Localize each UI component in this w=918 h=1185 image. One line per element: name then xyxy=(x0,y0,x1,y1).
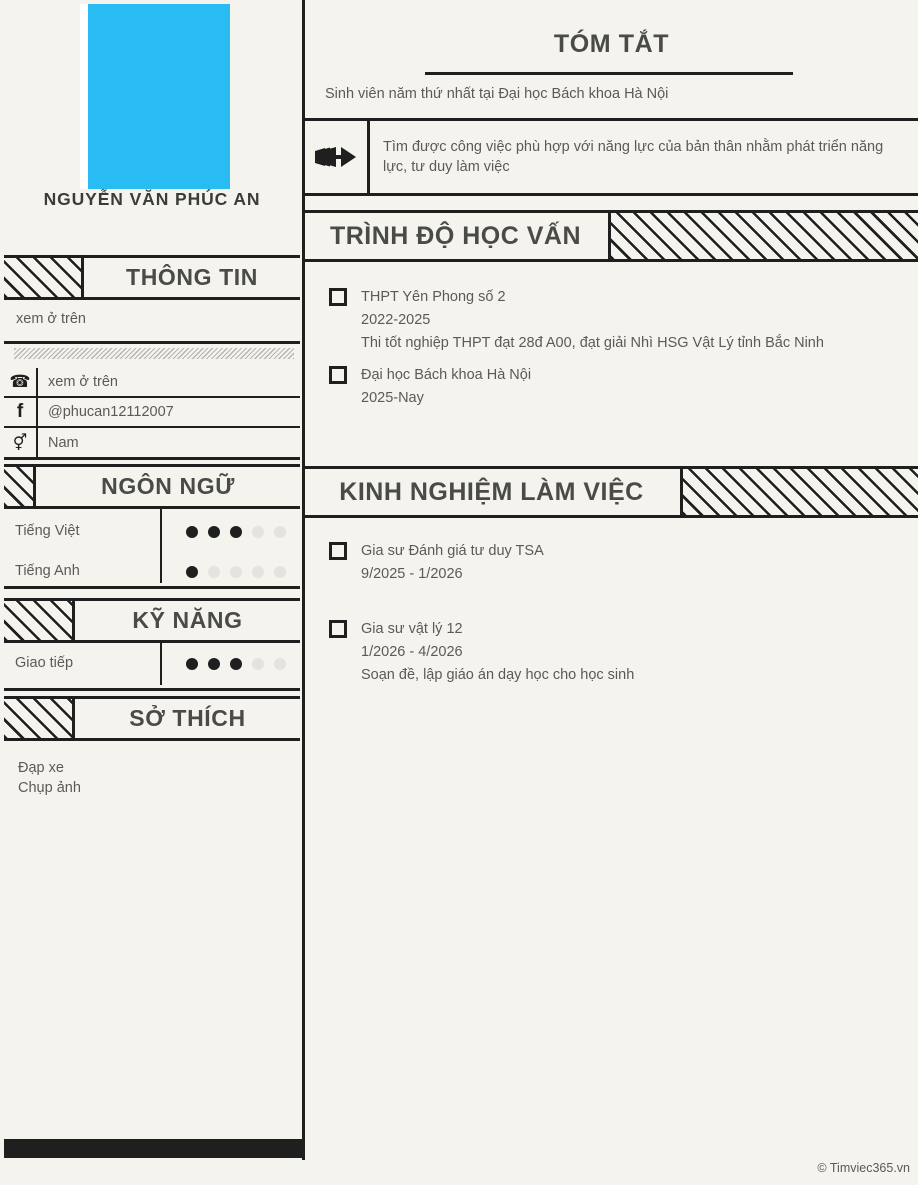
experience-entry xyxy=(329,540,899,586)
summary-text: Sinh viên năm thứ nhất tại Đại học Bách khoa Hà Nội xyxy=(325,86,669,102)
language-block xyxy=(4,509,300,589)
experience-detail: Soạn đề, lập giáo án dạy học cho học sinh xyxy=(361,667,635,683)
sidebar xyxy=(0,0,304,1185)
language-ratings xyxy=(162,509,300,583)
info-address-row xyxy=(4,300,300,344)
sidebar-footer-bar xyxy=(4,1139,303,1158)
hobby-item-0: Đạp xe xyxy=(18,760,64,776)
education-entry xyxy=(329,286,899,355)
address-value: xem ở trên xyxy=(16,311,86,327)
hatch-block xyxy=(611,213,918,259)
section-header-experience xyxy=(303,466,918,518)
education-name: THPT Yên Phong số 2 xyxy=(361,289,506,305)
entry-body xyxy=(361,540,899,586)
section-header-language xyxy=(4,464,300,509)
experience-name: Gia sư vật lý 12 xyxy=(361,621,463,637)
arrow-icon xyxy=(303,121,370,193)
objective-box xyxy=(303,118,918,196)
language-label-1: Tiếng Anh xyxy=(15,563,80,579)
hatch-block xyxy=(4,258,84,297)
dot xyxy=(252,658,264,670)
entry-marker-checkbox xyxy=(329,366,347,384)
skill-labels xyxy=(4,643,162,685)
phone-value: xem ở trên xyxy=(48,374,118,390)
phone-icon: ☎ xyxy=(4,368,38,396)
section-header-hobby xyxy=(4,696,300,741)
dot xyxy=(274,566,286,578)
hatch-block xyxy=(4,467,36,506)
dot xyxy=(186,658,198,670)
entry-body xyxy=(361,618,899,687)
dot xyxy=(208,566,220,578)
education-name: Đại học Bách khoa Hà Nội xyxy=(361,367,532,383)
dot xyxy=(208,658,220,670)
gender-icon: ⚥ xyxy=(4,428,38,457)
main-column xyxy=(305,0,918,1185)
section-title-experience: KINH NGHIỆM LÀM VIỆC xyxy=(303,469,683,515)
hatch-block xyxy=(683,469,918,515)
decorative-hatch-strip xyxy=(14,348,294,359)
experience-name: Gia sư Đánh giá tư duy TSA xyxy=(361,543,544,559)
education-entry xyxy=(329,364,899,410)
hatch-block xyxy=(4,601,75,640)
rating-dots xyxy=(186,566,286,578)
language-labels xyxy=(4,509,162,583)
entry-marker-checkbox xyxy=(329,288,347,306)
facebook-value[interactable]: @phucan12112007 xyxy=(48,404,174,420)
hobby-list xyxy=(18,758,81,798)
section-title-skill: KỸ NĂNG xyxy=(132,607,243,633)
avatar-frame xyxy=(80,4,230,189)
avatar xyxy=(88,4,230,189)
language-label-0: Tiếng Việt xyxy=(15,523,80,539)
entry-marker-checkbox xyxy=(329,542,347,560)
entry-marker-checkbox xyxy=(329,620,347,638)
education-detail: Thi tốt nghiệp THPT đạt 28đ A00, đạt giải Nhì HSG Vật Lý tỉnh Bắc Ninh xyxy=(361,335,824,351)
info-row-gender xyxy=(4,428,300,460)
section-title-hobby: SỞ THÍCH xyxy=(129,705,246,731)
objective-text: Tìm được công việc phù hợp với năng lực của bản thân nhằm phát triển năng lực, tư duy làm việc xyxy=(383,139,884,175)
facebook-icon: f xyxy=(4,398,38,426)
copyright-text: © Timviec365.vn xyxy=(817,1161,910,1175)
section-header-skill xyxy=(4,598,300,643)
education-period: 2022-2025 xyxy=(361,312,431,328)
section-title-education: TRÌNH ĐỘ HỌC VẤN xyxy=(303,213,611,259)
skill-block xyxy=(4,643,300,691)
dot xyxy=(230,566,242,578)
dot xyxy=(252,566,264,578)
experience-period: 9/2025 - 1/2026 xyxy=(361,566,463,582)
dot xyxy=(252,526,264,538)
dot xyxy=(208,526,220,538)
hatch-block xyxy=(4,699,75,738)
info-row-facebook xyxy=(4,398,300,428)
entry-body xyxy=(361,286,899,355)
summary-title: TÓM TẮT xyxy=(553,30,670,58)
dot xyxy=(230,658,242,670)
section-title-info: THÔNG TIN xyxy=(126,264,258,290)
education-period: 2025-Nay xyxy=(361,390,424,406)
section-title-language: NGÔN NGỮ xyxy=(101,473,235,499)
dot xyxy=(274,658,286,670)
dot xyxy=(230,526,242,538)
gender-value: Nam xyxy=(48,434,79,451)
dot xyxy=(186,526,198,538)
rating-dots xyxy=(186,526,286,538)
experience-entry xyxy=(329,618,899,687)
summary-underline xyxy=(425,72,793,75)
section-header-education xyxy=(303,210,918,262)
skill-ratings xyxy=(162,643,300,685)
info-row-phone xyxy=(4,368,300,398)
candidate-name: NGUYỄN VĂN PHÚC AN xyxy=(43,189,261,209)
hobby-item-1: Chụp ảnh xyxy=(18,780,81,796)
rating-dots xyxy=(186,658,286,670)
skill-label-0: Giao tiếp xyxy=(15,655,74,671)
entry-body xyxy=(361,364,899,410)
dot xyxy=(186,566,198,578)
dot xyxy=(274,526,286,538)
experience-period: 1/2026 - 4/2026 xyxy=(361,644,463,660)
section-header-info xyxy=(4,255,300,300)
